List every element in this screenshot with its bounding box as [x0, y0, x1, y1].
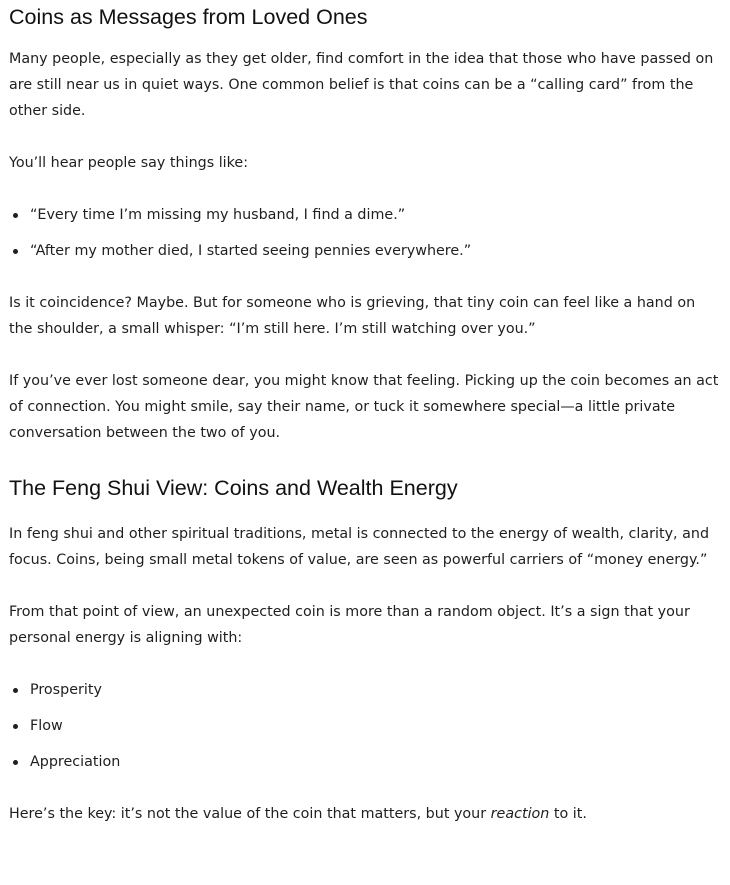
article-body [9, 0, 721, 827]
paragraph-hear-lead: You’ll hear people say things like: [9, 155, 249, 171]
paragraph-key-point [9, 801, 721, 827]
paragraph-intro: Many people, especially as they get older, find comfort in the idea that those who have passed on are still near us in quiet ways. One common belief is that coins can be a “calling card” from the other side. [9, 51, 714, 119]
list-item: “Every time I’m missing my husband, I find a dime.” [9, 202, 721, 228]
key-text-emphasis: reaction [490, 806, 550, 822]
quote-list [9, 202, 721, 264]
paragraph-feng-shui-intro: In feng shui and other spiritual traditions, metal is connected to the energy of wealth, clarity, and focus. Coins, being small metal tokens of value, are seen as powerful carriers of “money energy.” [9, 526, 710, 568]
list-item: Prosperity [9, 677, 721, 703]
paragraph-lost-someone: If you’ve ever lost someone dear, you might know that feeling. Picking up the coin becomes an act of connection. You might smile, say their name, or tuck it somewhere special—a little private conversation between the two of you. [9, 373, 719, 441]
list-item: “After my mother died, I started seeing pennies everywhere.” [9, 238, 721, 264]
key-text-after: to it. [549, 806, 587, 822]
paragraph-coincidence: Is it coincidence? Maybe. But for someone who is grieving, that tiny coin can feel like a hand on the shoulder, a small whisper: “I’m still here. I’m still watching over you.” [9, 295, 696, 337]
energy-list [9, 677, 721, 775]
section-heading-feng-shui: The Feng Shui View: Coins and Wealth Energy [9, 476, 458, 500]
section-heading-coins-messages: Coins as Messages from Loved Ones [9, 5, 368, 29]
list-item: Appreciation [9, 749, 721, 775]
key-text-before: Here’s the key: it’s not the value of the coin that matters, but your [9, 806, 491, 822]
list-item: Flow [9, 713, 721, 739]
paragraph-point-of-view: From that point of view, an unexpected coin is more than a random object. It’s a sign that your personal energy is aligning with: [9, 604, 690, 646]
